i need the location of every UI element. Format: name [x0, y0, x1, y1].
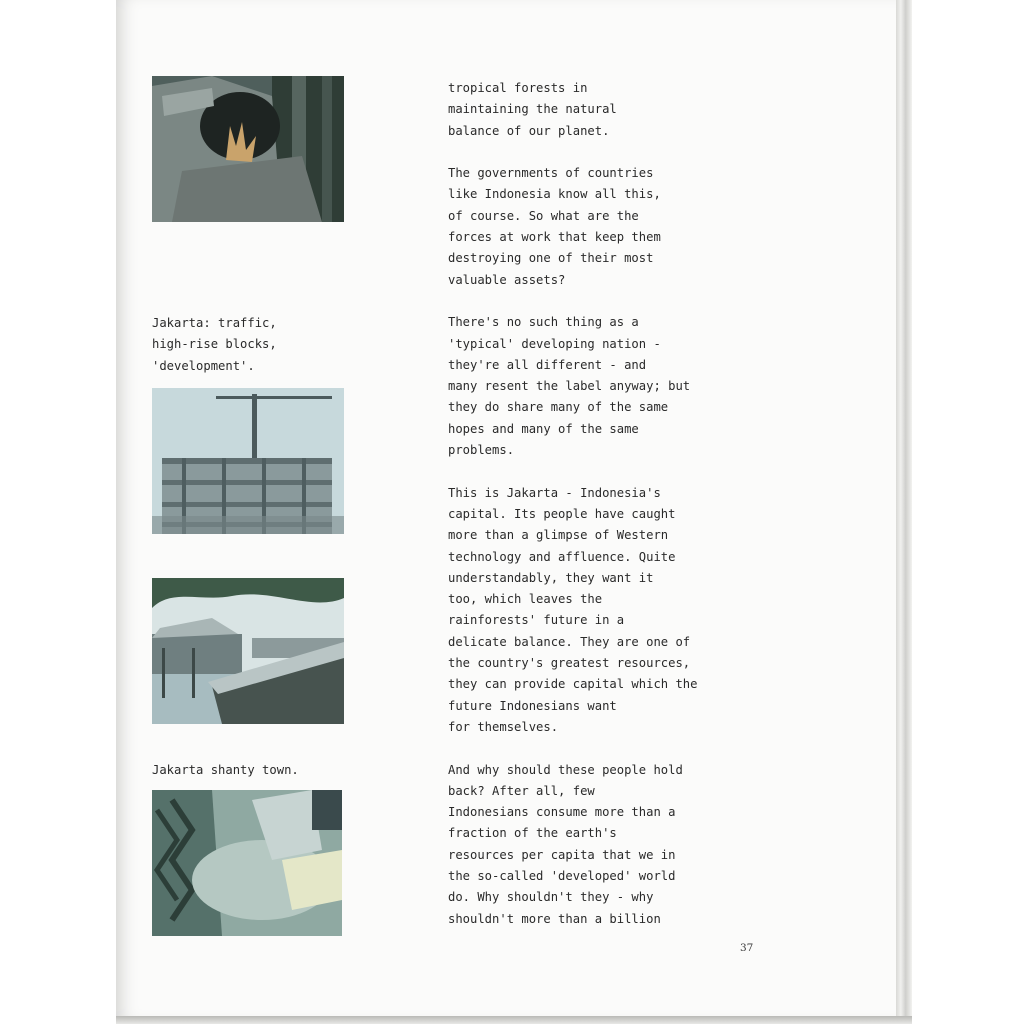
- caption-shanty-town: Jakarta shanty town.: [152, 763, 299, 777]
- body-text: [448, 78, 778, 951]
- paragraph-4: This is Jakarta - Indonesia's capital. Its people have caught more than a glimpse of Western technology and affluence. Quite understandably, they want it too, which leaves the rainforests' future in a delicate balance. They are one of the country's greatest resources, they can provide capital which the future Indonesians want for themselves.: [448, 485, 698, 734]
- photo-jakarta-traffic: [152, 790, 342, 936]
- paragraph-3: There's no such thing as a 'typical' developing nation - they're all different - and many resent the label anyway; but they do share many of the same hopes and many of the same problems.: [448, 315, 691, 458]
- photo-shanty-town: [152, 578, 344, 724]
- paragraph-5: And why should these people hold back? After all, few Indonesians consume more than a fraction of the earth's resources per capita that we in the so-called 'developed' world do. Why shouldn't they - why shouldn't more than a billion: [448, 762, 683, 926]
- page-bottom-edge: [116, 1016, 912, 1024]
- photo-high-rise-construction: [152, 388, 344, 534]
- page-number: 37: [740, 942, 754, 954]
- paragraph-1: tropical forests in maintaining the natural balance of our planet.: [448, 81, 617, 138]
- photo-felled-tree: [152, 76, 344, 222]
- page-edge: [896, 0, 912, 1024]
- paragraph-2: The governments of countries like Indonesia know all this, of course. So what are the forces at work that keep them destroying one of their most valuable assets?: [448, 166, 661, 287]
- caption-traffic: Jakarta: traffic, high-rise blocks, 'development'.: [152, 316, 277, 373]
